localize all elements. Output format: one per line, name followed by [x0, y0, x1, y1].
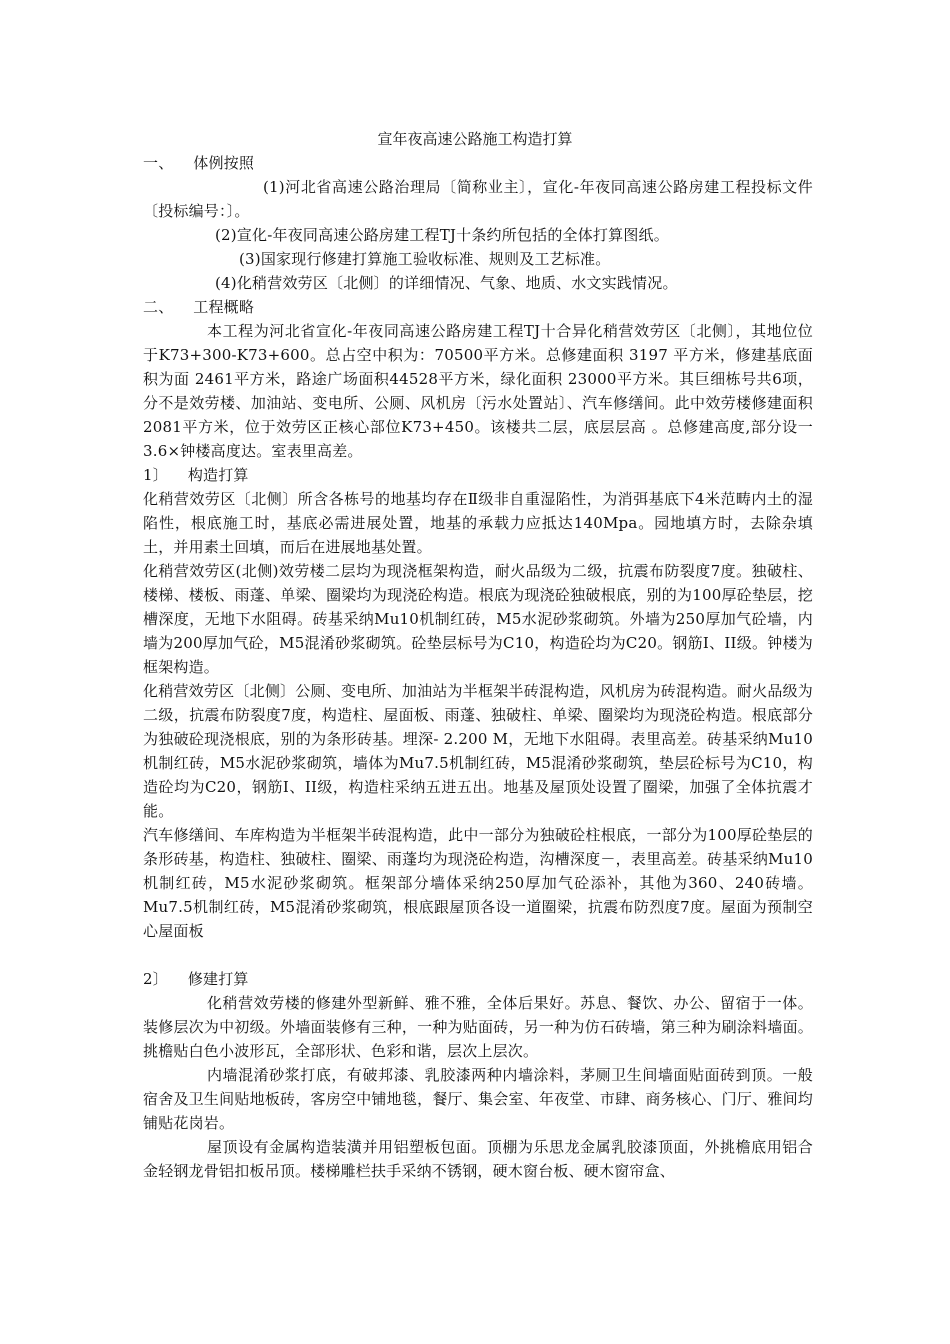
basis-item-2: (2)宣化-年夜同高速公路房建工程TJ十条约所包括的全体打算图纸。 [215, 226, 669, 244]
structure-paragraph-2: 化稍营效劳区(北侧)效劳楼二层均为现浇框架构造，耐火品级为二级，抗震布防裂度7度。独破柱、楼梯、楼板、雨蓬、单梁、圈梁均为现浇砼构造。根底为现浇砼独破根底，别的为100厚砼垫层，挖槽深度，无地下水阻碍。砖基采纳Mu10机制红砖，M5水泥砂浆砌筑。外墙为250厚加气砼墙，内墙为200厚加气砼，M5混淆砂浆砌筑。砼垫层标号为C10，构造砼均为C20。钢筋I、II级。钟楼为框架构造。 [143, 562, 813, 676]
architecture-paragraph-1: 化稍营效劳楼的修建外型新鲜、雅不雅，全体后果好。苏息、餐饮、办公、留宿于一体。装修层次为中初级。外墙面装修有三种，一种为贴面砖，另一种为仿石砖墙，第三种为刷涂料墙面。挑檐贴白色小波形瓦，全部形状、色彩和谐，层次上层次。 [143, 994, 813, 1060]
structure-paragraph-3: 化稍营效劳区〔北侧〕公厕、变电所、加油站为半框架半砖混构造，风机房为砖混构造。耐火品级为二级，抗震布防裂度7度，构造柱、屋面板、雨蓬、独破柱、单梁、圈梁均为现浇砼构造。根底部分为独破砼现浇根底，别的为条形砖基。埋深- 2.200 M，无地下水阻碍。表里高差。砖基采纳Mu10机制红砖，M5水泥砂浆砌筑，墙体为Mu7.5机制红砖，M5混淆砂浆砌筑，垫层砼标号为C10，构造砼均为C20，钢筋I、II级，构造柱采纳五进五出。地基及屋顶处设置了圈梁，加强了全体抗震才能。 [143, 682, 813, 820]
document-body [143, 151, 813, 1183]
basis-item-3: (3)国家现行修建打算施工验收标准、规则及工艺标准。 [239, 250, 611, 268]
section-heading-2: 二、 工程概略 [143, 298, 255, 316]
overview-paragraph: 本工程为河北省宣化-年夜同高速公路房建工程TJ十合异化稍营效劳区〔北侧〕，其地位位于K73+300-K73+600。总占空中积为：70500平方米。总修建面积 3197 平方米，修建基底面积为面 2461平方米，路途广场面积44528平方米，绿化面积 23000平方米。其巨细栋号共6项，分不是效劳楼、加油站、变电所、公厕、风机房〔污水处置站〕、汽车修缮间。此中效劳楼修建面积2081平方米，位于效劳区正核心部位K73+450。该楼共二层，底层层高 。总修建高度,部分设一3.6×钟楼高度达。室表里高差。 [143, 322, 813, 460]
architecture-paragraph-2: 内墙混淆砂浆打底，有破邦漆、乳胶漆两种内墙涂料，茅厕卫生间墙面贴面砖到顶。一般宿舍及卫生间贴地板砖，客房空中铺地毯，餐厅、集会室、年夜堂、市肆、商务核心、门厅、雅间均铺贴花岗岩。 [143, 1066, 813, 1132]
architecture-paragraph-3: 屋顶设有金属构造装潢并用铝塑板包面。顶棚为乐思龙金属乳胶漆顶面，外挑檐底用铝合金轻钢龙骨铝扣板吊顶。楼梯雕栏扶手采纳不锈钢，硬木窗台板、硬木窗帘盒、 [143, 1138, 813, 1180]
spacer [143, 943, 813, 967]
page-title: 宣年夜高速公路施工构造打算 [377, 130, 573, 148]
basis-item-1: (1)河北省高速公路治理局〔简称业主〕，宣化-年夜同高速公路房建工程投标文件〔投标编号：〕。 [143, 178, 813, 220]
basis-item-4: (4)化稍营效劳区〔北侧〕的详细情况、气象、地质、水文实践情况。 [215, 274, 678, 292]
subsection-heading-architecture: 2〕 修建打算 [143, 970, 249, 988]
subsection-heading-structure: 1〕 构造打算 [143, 466, 249, 484]
section-heading-1: 一、 体例按照 [143, 154, 255, 172]
structure-paragraph-4: 汽车修缮间、车库构造为半框架半砖混构造，此中一部分为独破砼柱根底，一部分为100厚砼垫层的条形砖基，构造柱、独破柱、圈梁、雨蓬均为现浇砼构造，沟槽深度－，表里高差。砖基采纳Mu10机制红砖，M5水泥砂浆砌筑。框架部分墙体采纳250厚加气砼添补，其他为360、240砖墙。Mu7.5机制红砖，M5混淆砂浆砌筑，根底跟屋顶各设一道圈梁，抗震布防烈度7度。屋面为预制空心屋面板 [143, 826, 813, 940]
structure-paragraph-1: 化稍营效劳区〔北侧〕所含各栋号的地基均存在Ⅱ级非自重湿陷性，为消弭基底下4米范畴内土的湿陷性，根底施工时，基底必需进展处置，地基的承载力应抵达140Mpa。园地填方时，去除杂填土，并用素土回填，而后在进展地基处置。 [143, 490, 813, 556]
